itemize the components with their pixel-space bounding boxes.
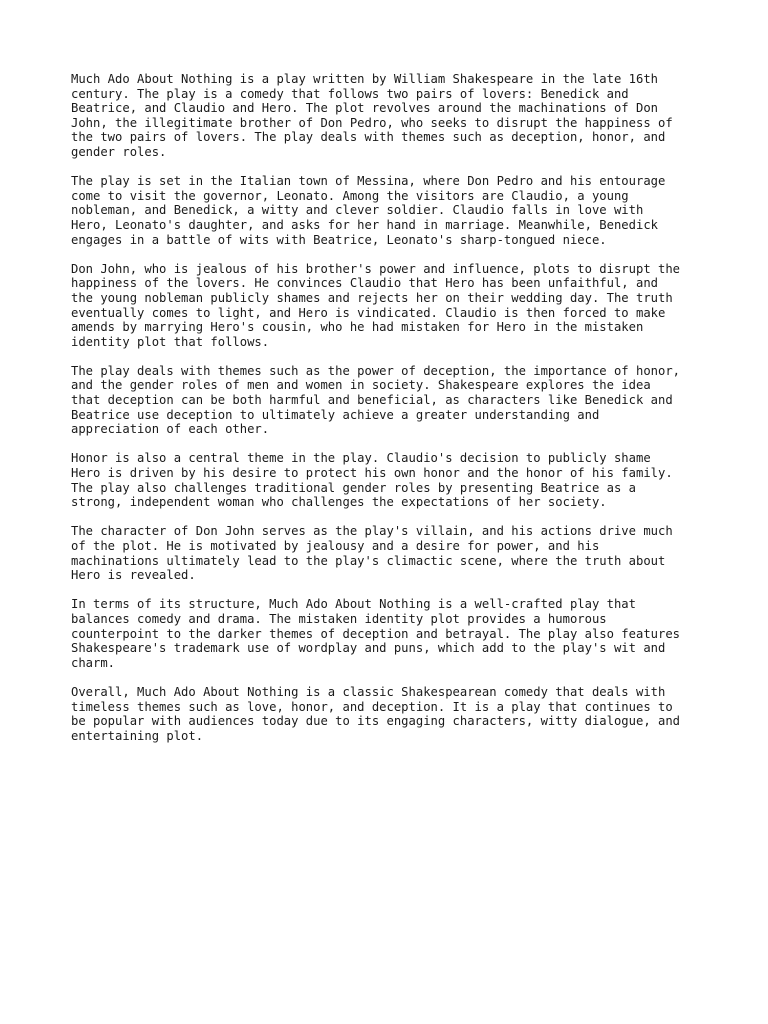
document-page bbox=[71, 72, 711, 758]
paragraph-6: The character of Don John serves as the play's villain, and his actions drive much of the plot. He is motivated by jealousy and a desire for power, and his machinations ultimately lead to the play's climactic scene, where the truth about Hero is revealed. bbox=[71, 524, 673, 583]
paragraph-7: In terms of its structure, Much Ado About Nothing is a well-crafted play that balances comedy and drama. The mistaken identity plot provides a humorous counterpoint to the darker themes of deception and betrayal. The play also features Shakespeare's trademark use of wordplay and puns, which add to the play's wit and charm. bbox=[71, 597, 681, 670]
paragraph-8: Overall, Much Ado About Nothing is a classic Shakespearean comedy that deals with timeless themes such as love, honor, and deception. It is a play that continues to be popular with audiences today due to its engaging characters, witty dialogue, and entertaining plot. bbox=[71, 684, 681, 743]
paragraph-4: The play deals with themes such as the power of deception, the importance of honor, and the gender roles of men and women in society. Shakespeare explores the idea that deception can be both harmful and beneficial, as characters like Benedick and Beatrice use deception to ultimately achieve a greater understanding and appreciation of each other. bbox=[71, 363, 681, 437]
paragraph-2: The play is set in the Italian town of Messina, where Don Pedro and his entourage come to visit the governor, Leonato. Among the visitors are Claudio, a young nobleman, and Benedick, a witty and clever soldier. Claudio falls in love with Hero, Leonato's daughter, and asks for her hand in marriage. Meanwhile, Benedick engages in a battle of wits with Beatrice, Leonato's sharp-tongued niece. bbox=[71, 174, 666, 247]
paragraph-5: Honor is also a central theme in the play. Claudio's decision to publicly shame Hero is driven by his desire to protect his own honor and the honor of his family. The play also challenges traditional gender roles by presenting Beatrice as a strong, independent woman who challenges the expectations of her society. bbox=[71, 451, 673, 510]
paragraph-1: Much Ado About Nothing is a play written by William Shakespeare in the late 16th century. The play is a comedy that follows two pairs of lovers: Benedick and Beatrice, and Claudio and Hero. The plot revolves around the machinations of Don John, the illegitimate brother of Don Pedro, who seeks to disrupt the happiness of the two pairs of lovers. The play deals with themes such as deception, honor, and gender roles. bbox=[71, 72, 673, 159]
paragraph-3: Don John, who is jealous of his brother's power and influence, plots to disrupt the happiness of the lovers. He convinces Claudio that Hero has been unfaithful, and the young nobleman publicly shames and rejects her on their wedding day. The truth eventually comes to light, and Hero is vindicated. Claudio is then forced to make amends by marrying Hero's cousin, who he had mistaken for Hero in the mistaken identity plot that follows. bbox=[71, 261, 681, 349]
